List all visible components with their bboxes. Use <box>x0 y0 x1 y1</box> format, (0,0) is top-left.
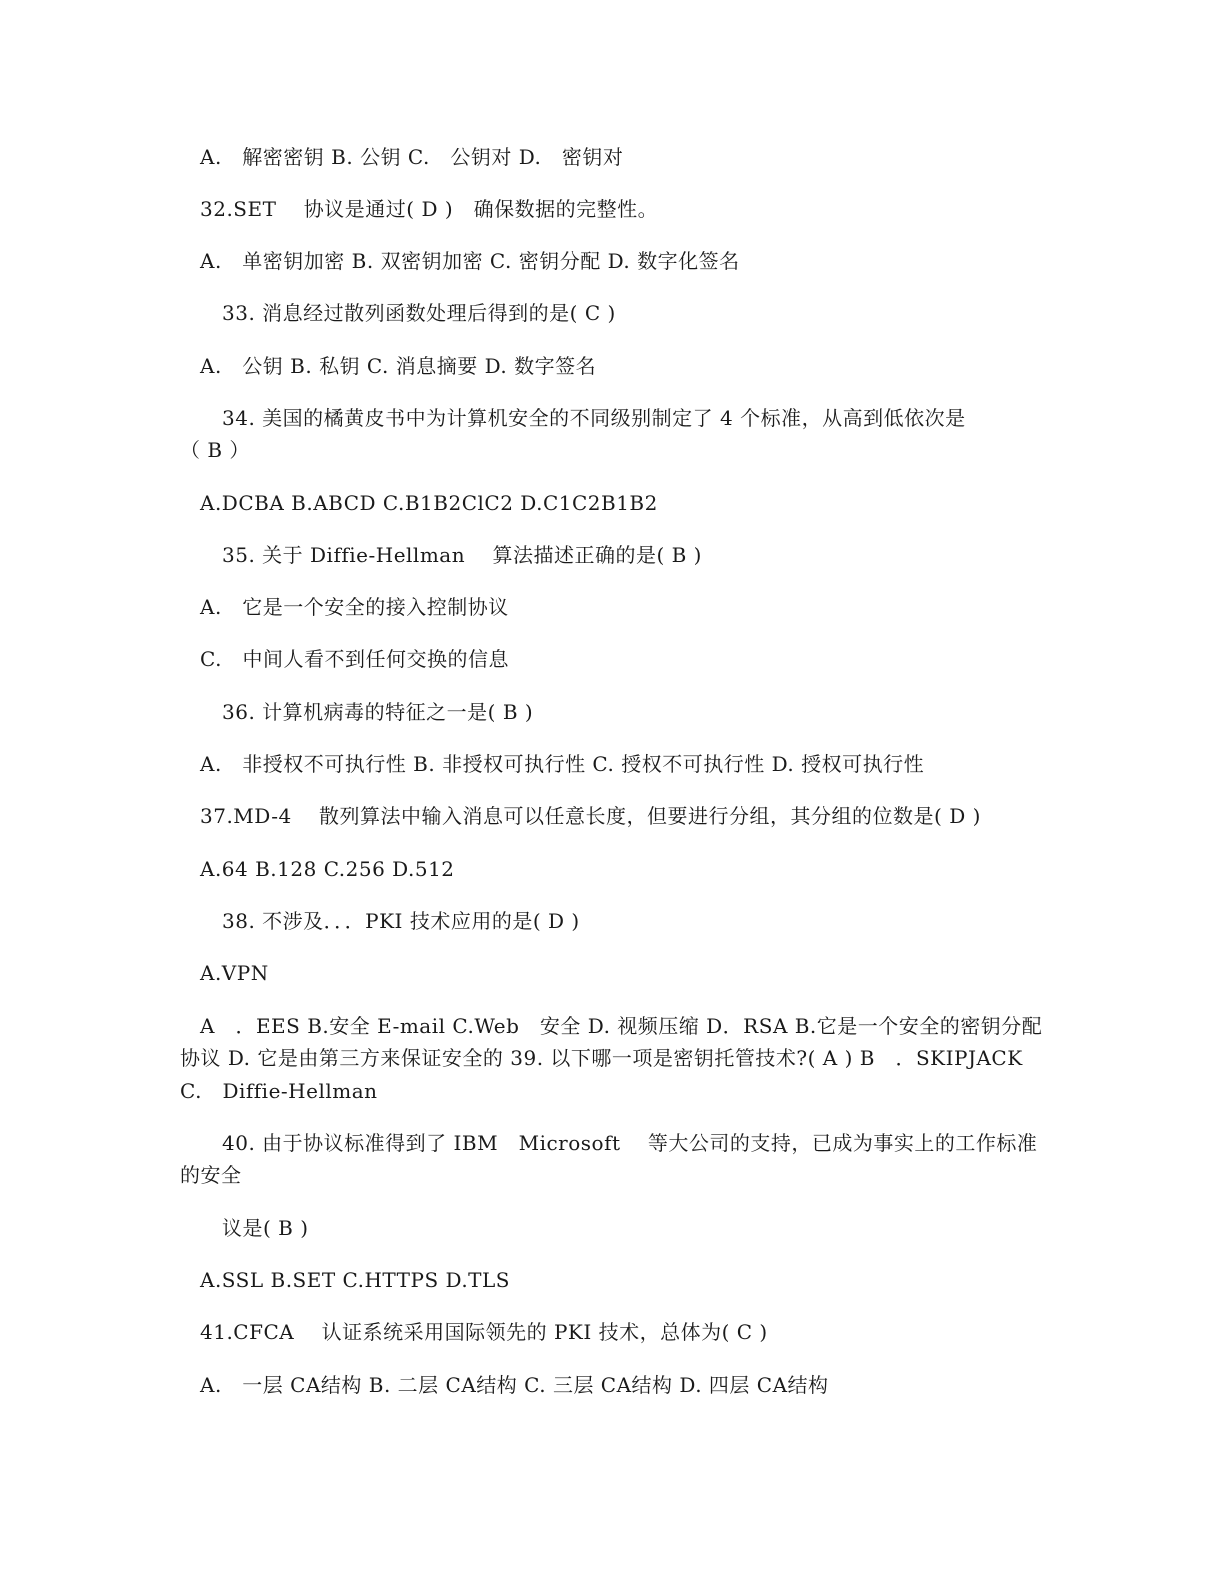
q41-options: A. 一层 CA结构 B. 二层 CA结构 C. 三层 CA结构 D. 四层 CA结构 <box>200 1373 829 1397</box>
q34-options: A.DCBA B.ABCD C.B1B2ClC2 D.C1C2B1B2 <box>200 491 658 515</box>
q40-question: 40. 由于协议标准得到了 IBM Microsoft 等大公司的支持，已成为事实上的工作标准 <box>222 1131 1038 1155</box>
q32-options: A. 单密钥加密 B. 双密钥加密 C. 密钥分配 D. 数字化签名 <box>200 249 740 273</box>
q40-options: A.SSL B.SET C.HTTPS D.TLS <box>200 1268 510 1292</box>
q39-option-c: C. Diffie-Hellman <box>180 1079 378 1103</box>
q39-question: 协议 D. 它是由第三方来保证安全的 39. 以下哪一项是密钥托管技术?( A ) B ．SKIPJACK <box>180 1046 1023 1070</box>
q37-options: A.64 B.128 C.256 D.512 <box>200 857 455 881</box>
q34-question: 34. 美国的橘黄皮书中为计算机安全的不同级别制定了 4 个标准，从高到低依次是 <box>222 406 966 430</box>
q41-question: 41.CFCA 认证系统采用国际领先的 PKI 技术，总体为( C ) <box>200 1320 768 1344</box>
q33-options: A. 公钥 B. 私钥 C. 消息摘要 D. 数字签名 <box>200 354 597 378</box>
q31-options: A. 解密密钥 B. 公钥 C. 公钥对 D. 密钥对 <box>200 145 624 169</box>
q35-option-a: A. 它是一个安全的接入控制协议 <box>200 595 509 619</box>
q33-question: 33. 消息经过散列函数处理后得到的是( C ) <box>222 301 616 325</box>
q37-question: 37.MD-4 散列算法中输入消息可以任意长度，但要进行分组，其分组的位数是( D ) <box>200 804 981 828</box>
q35-option-c: C. 中间人看不到任何交换的信息 <box>200 647 509 671</box>
q38-question: 38. 不涉及．．．PKI 技术应用的是( D ) <box>222 909 580 933</box>
q40-question-end: 议是( B ) <box>222 1216 309 1240</box>
q35-question: 35. 关于 Diffie-Hellman 算法描述正确的是( B ) <box>222 543 702 567</box>
mixed-options-line: A ．EES B.安全 E-mail C.Web 安全 D. 视频压缩 D．RSA B.它是一个安全的密钥分配 <box>200 1014 1043 1038</box>
q38-option-a: A.VPN <box>200 961 269 985</box>
q36-options: A. 非授权不可执行性 B. 非授权可执行性 C. 授权不可执行性 D. 授权可执行性 <box>200 752 925 776</box>
q34-answer: （ B ） <box>180 438 250 462</box>
q36-question: 36. 计算机病毒的特征之一是( B ) <box>222 700 534 724</box>
q32-question: 32.SET 协议是通过( D ) 确保数据的完整性。 <box>200 197 659 221</box>
q40-question-cont: 的安全 <box>180 1163 242 1187</box>
